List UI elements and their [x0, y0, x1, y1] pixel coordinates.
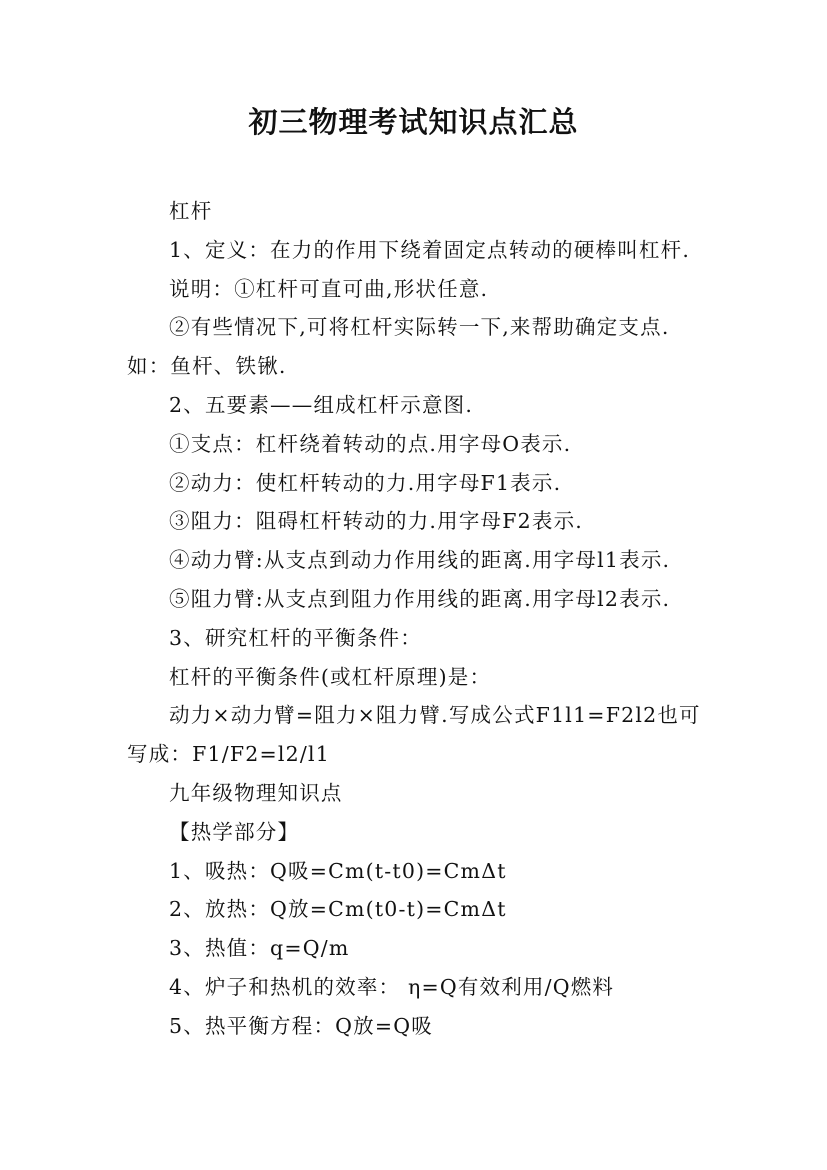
- text-line: 1、吸热：Q吸=Cm(t-t0)=CmΔt: [169, 858, 507, 883]
- text-line: 3、热值：q=Q/m: [169, 936, 350, 961]
- text-line: ③阻力：阻碍杠杆转动的力.用字母F2表示.: [169, 509, 583, 534]
- text-line: 如：鱼杆、铁锹.: [127, 354, 287, 379]
- text-line: 3、研究杠杆的平衡条件：: [169, 625, 422, 650]
- text-line: 动力×动力臂=阻力×阻力臂.写成公式F1l1=F2l2也可: [169, 703, 701, 728]
- text-line: 杠杆: [169, 199, 213, 223]
- text-line: 4、炉子和热机的效率： η=Q有效利用/Q燃料: [169, 974, 615, 999]
- text-line: 2、放热：Q放=Cm(t0-t)=CmΔt: [169, 897, 507, 922]
- text-line: 【热学部分】: [169, 819, 300, 844]
- text-line: 5、热平衡方程：Q放=Q吸: [169, 1013, 433, 1038]
- text-line: ④动力臂:从支点到动力作用线的距离.用字母l1表示.: [169, 548, 671, 573]
- text-line: 杠杆的平衡条件(或杠杆原理)是：: [169, 664, 492, 689]
- text-line: ②有些情况下,可将杠杆实际转一下,来帮助确定支点.: [169, 315, 670, 340]
- text-line: ⑤阻力臂:从支点到阻力作用线的距离.用字母l2表示.: [169, 586, 671, 611]
- document-body: [127, 192, 707, 1046]
- page-title: 初三物理考试知识点汇总: [248, 105, 579, 139]
- text-line: 1、定义：在力的作用下绕着固定点转动的硬棒叫杠杆.: [169, 237, 691, 262]
- text-line: 写成：F1/F2=l2/l1: [127, 742, 331, 767]
- text-line: ②动力：使杠杆转动的力.用字母F1表示.: [169, 470, 562, 495]
- text-line: 说明：①杠杆可直可曲,形状任意.: [169, 276, 489, 301]
- text-line: 2、五要素——组成杠杆示意图.: [169, 392, 474, 417]
- text-line: ①支点：杠杆绕着转动的点.用字母O表示.: [169, 431, 572, 456]
- text-line: 九年级物理知识点: [169, 780, 343, 805]
